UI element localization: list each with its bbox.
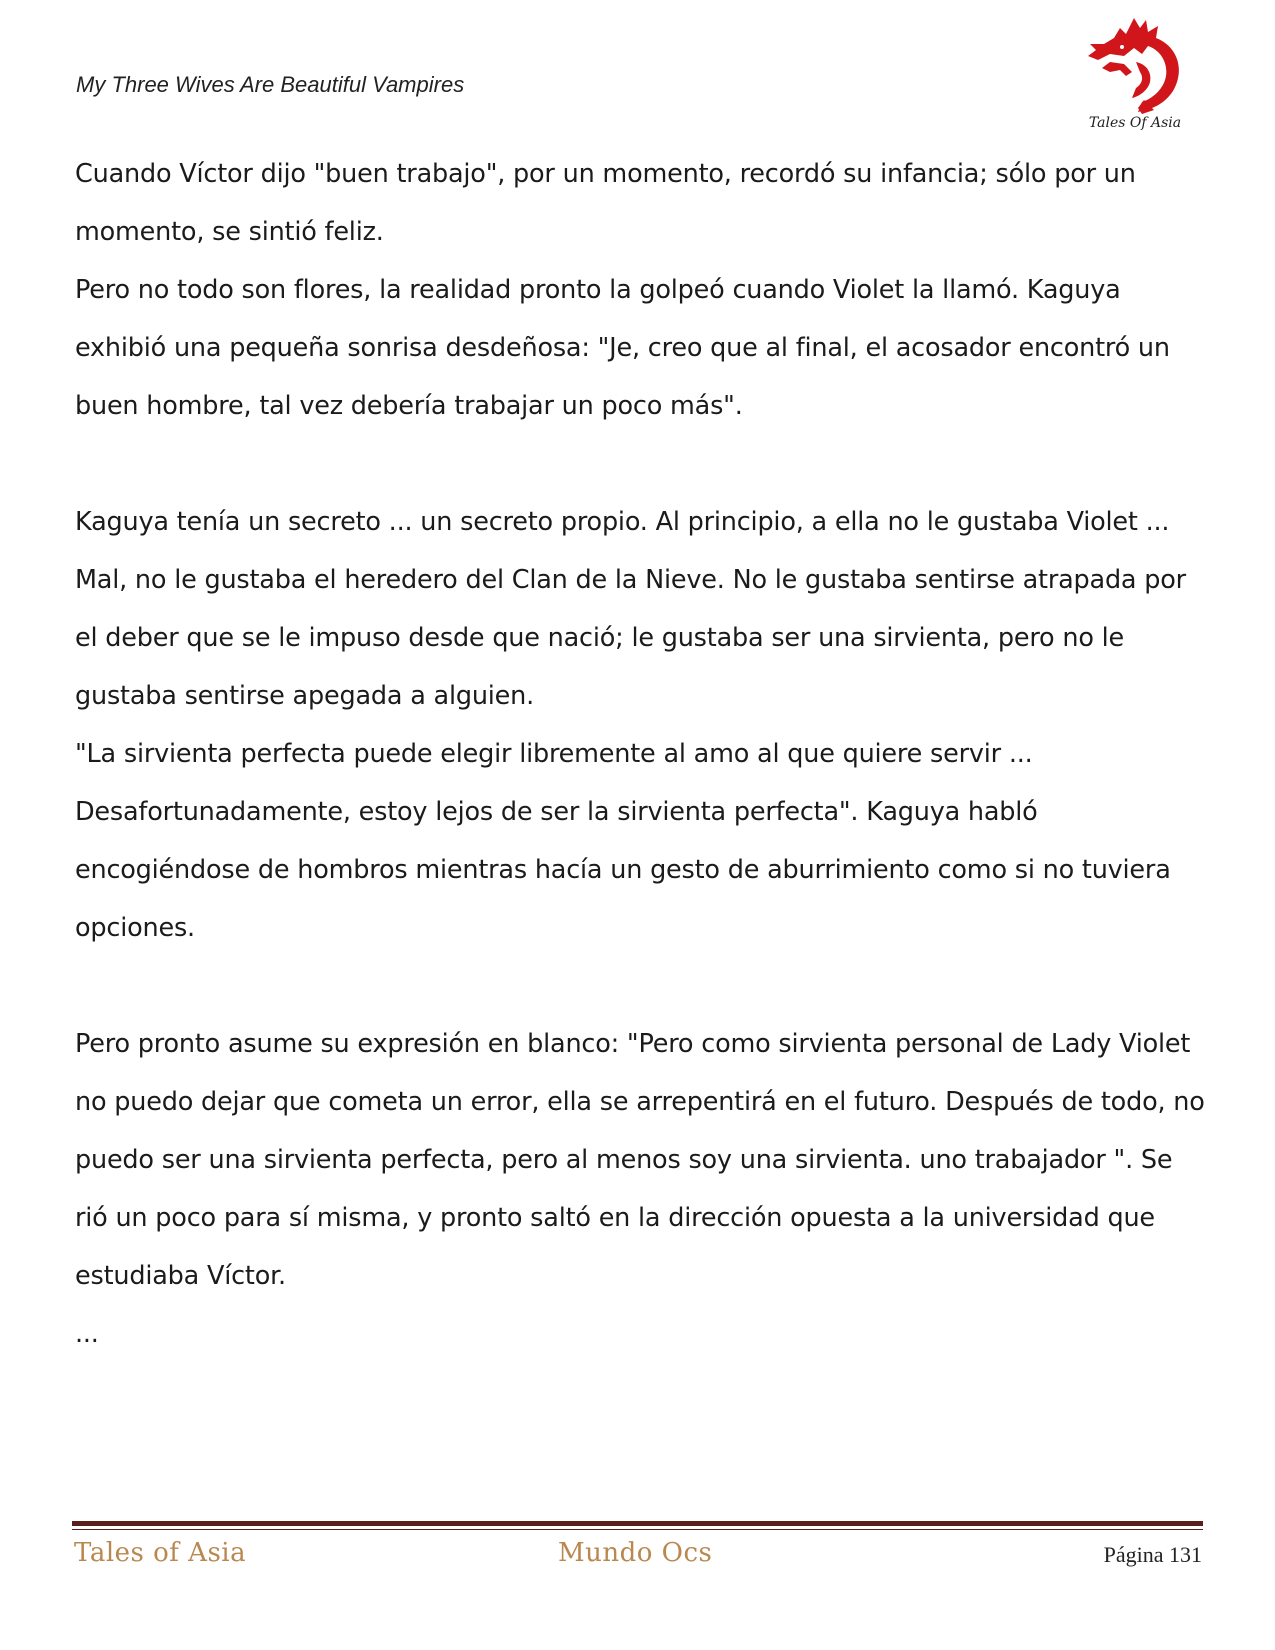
footer-center-label: Mundo Ocs xyxy=(558,1538,713,1568)
tales-of-asia-logo xyxy=(1080,14,1190,138)
paragraph-spacer xyxy=(75,957,1205,1015)
footer-publisher: Tales of Asia xyxy=(74,1538,247,1568)
paragraph-spacer xyxy=(75,435,1205,493)
document-body xyxy=(75,145,1205,1363)
paragraph: "La sirvienta perfecta puede elegir libremente al amo al que quiere servir ... Desafortunadamente, estoy lejos de ser la sirvienta perfecta". Kaguya habló encogiéndose de hombros mientras hacía un gesto de aburrimiento como si no tuviera opciones. xyxy=(75,739,1171,943)
paragraph: Pero no todo son flores, la realidad pronto la golpeó cuando Violet la llamó. Kaguya exhibió una pequeña sonrisa desdeñosa: "Je, creo que al final, el acosador encontró un buen hombre, tal vez debería trabajar un poco más". xyxy=(75,275,1170,421)
footer-divider-thin xyxy=(72,1529,1203,1530)
document-header-title: My Three Wives Are Beautiful Vampires xyxy=(76,72,465,97)
logo-text: Tales Of Asia xyxy=(1088,115,1182,131)
dragon-icon xyxy=(1080,14,1190,118)
paragraph: Cuando Víctor dijo "buen trabajo", por un momento, recordó su infancia; sólo por un momento, se sintió feliz. xyxy=(75,159,1136,247)
page-number: Página 131 xyxy=(1103,1542,1202,1567)
paragraph: Pero pronto asume su expresión en blanco: "Pero como sirvienta personal de Lady Violet no puedo dejar que cometa un error, ella se arrepentirá en el futuro. Después de todo, no puedo ser una sirvienta perfecta, pero al menos soy una sirvienta. uno trabajador ". Se rió un poco para sí misma, y pronto saltó en la dirección opuesta a la universidad que estudiaba Víctor. xyxy=(75,1029,1205,1291)
footer-divider-thick xyxy=(72,1521,1203,1526)
paragraph: Kaguya tenía un secreto ... un secreto propio. Al principio, a ella no le gustaba Violet ... Mal, no le gustaba el heredero del Clan de la Nieve. No le gustaba sentirse atrapada por el deber que se le impuso desde que nació; le gustaba ser una sirvienta, pero no le gustaba sentirse apegada a alguien. xyxy=(75,507,1186,711)
ellipsis-paragraph: ... xyxy=(75,1319,99,1349)
